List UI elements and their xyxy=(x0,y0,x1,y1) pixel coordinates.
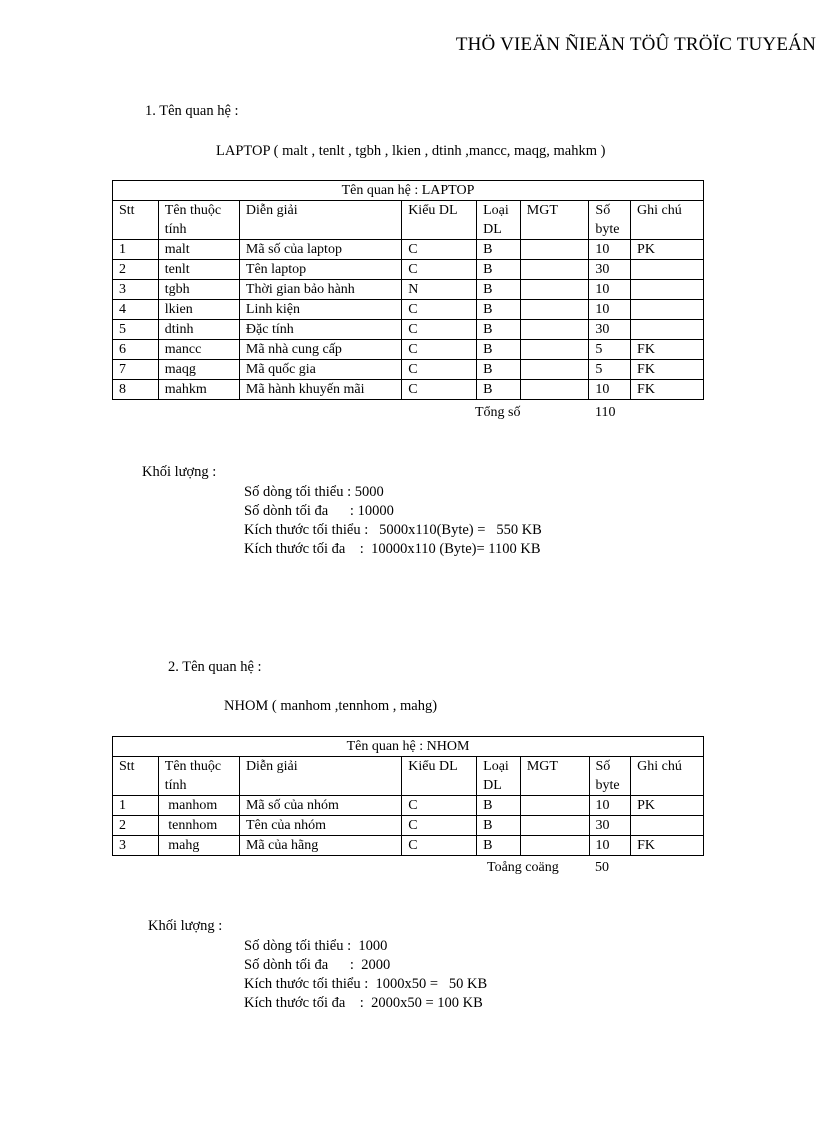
table-title: Tên quan hệ : NHOM xyxy=(113,737,704,757)
section-1-schema: LAPTOP ( malt , tenlt , tgbh , lkien , dtinh ,mancc, maqg, mahkm ) xyxy=(216,143,606,159)
cell-loai: B xyxy=(477,380,521,400)
cell-dien-giai: Mã quốc gia xyxy=(239,360,401,380)
cell-ghi-chu xyxy=(631,300,704,320)
cell-loai: B xyxy=(477,260,521,280)
table-row xyxy=(113,300,704,320)
cell-so-byte: 10 xyxy=(589,280,631,300)
cell-mgt xyxy=(520,360,589,380)
cell-loai: B xyxy=(477,796,521,816)
cell-loai: B xyxy=(477,836,521,856)
header-loai-line1: Loại xyxy=(483,759,509,774)
cell-kieu: C xyxy=(402,360,477,380)
cell-ten: maqg xyxy=(158,360,239,380)
cell-so-byte: 5 xyxy=(589,360,631,380)
cell-ghi-chu xyxy=(631,280,704,300)
table-row xyxy=(113,380,704,400)
table-title-row xyxy=(113,181,704,201)
cell-kieu: C xyxy=(402,796,477,816)
cell-loai: B xyxy=(477,280,521,300)
table-header-row xyxy=(113,201,704,240)
cell-mgt xyxy=(520,380,589,400)
cell-kieu: C xyxy=(402,836,477,856)
cell-ten: mahkm xyxy=(158,380,239,400)
header-ten-line2: tính xyxy=(164,222,187,237)
table-row xyxy=(113,320,704,340)
cell-loai: B xyxy=(477,360,521,380)
cell-ten: tenlt xyxy=(158,260,239,280)
cell-dien-giai: Thời gian bảo hành xyxy=(239,280,401,300)
table-header-row xyxy=(113,757,704,796)
cell-dien-giai: Linh kiện xyxy=(239,300,401,320)
cell-ten: dtinh xyxy=(158,320,239,340)
cell-ghi-chu xyxy=(631,816,704,836)
cell-kieu: N xyxy=(402,280,477,300)
header-stt: Stt xyxy=(113,757,159,796)
header-loai-line2: DL xyxy=(483,222,502,237)
cell-loai: B xyxy=(477,340,521,360)
nhom-attribute-table xyxy=(112,736,704,856)
volume-title: Khối lượng : xyxy=(142,464,217,480)
cell-so-byte: 30 xyxy=(589,816,631,836)
volume-min-rows: Số dòng tối thiểu : 5000 xyxy=(244,484,384,500)
cell-kieu: C xyxy=(402,340,477,360)
cell-loai: B xyxy=(477,240,521,260)
cell-mgt xyxy=(520,340,589,360)
volume-max-size: Kích thước tối đa : 2000x50 = 100 KB xyxy=(244,995,483,1011)
cell-ghi-chu xyxy=(631,260,704,280)
cell-dien-giai: Mã số của laptop xyxy=(239,240,401,260)
cell-loai: B xyxy=(477,300,521,320)
cell-stt: 6 xyxy=(113,340,159,360)
cell-ten: tgbh xyxy=(158,280,239,300)
cell-dien-giai: Mã số của nhóm xyxy=(239,796,401,816)
cell-stt: 7 xyxy=(113,360,159,380)
cell-so-byte: 30 xyxy=(589,260,631,280)
header-kieu-dl: Kiểu DL xyxy=(402,201,477,240)
header-so-line1: Số xyxy=(595,759,611,774)
cell-stt: 8 xyxy=(113,380,159,400)
cell-ghi-chu: FK xyxy=(631,360,704,380)
total-value: 50 xyxy=(595,860,609,875)
cell-kieu: C xyxy=(402,300,477,320)
laptop-attribute-table xyxy=(112,180,704,400)
header-ten-line1: Tên thuộc xyxy=(164,203,222,218)
cell-stt: 2 xyxy=(113,816,159,836)
cell-mgt xyxy=(520,796,589,816)
cell-stt: 2 xyxy=(113,260,159,280)
header-so-line2: byte xyxy=(595,222,620,237)
header-so-line2: byte xyxy=(595,778,620,793)
header-ghi-chu: Ghi chú xyxy=(631,201,704,240)
cell-ten: mancc xyxy=(158,340,239,360)
table-row xyxy=(113,340,704,360)
cell-dien-giai: Đặc tính xyxy=(239,320,401,340)
cell-dien-giai: Mã hành khuyến mãi xyxy=(239,380,401,400)
cell-ghi-chu: PK xyxy=(631,240,704,260)
cell-so-byte: 10 xyxy=(589,300,631,320)
section-1-heading: 1. Tên quan hệ : xyxy=(145,103,239,119)
cell-so-byte: 10 xyxy=(589,380,631,400)
cell-ten: mahg xyxy=(158,836,239,856)
table-row xyxy=(113,796,704,816)
cell-mgt xyxy=(520,260,589,280)
table-row xyxy=(113,360,704,380)
cell-dien-giai: Tên laptop xyxy=(239,260,401,280)
cell-so-byte: 30 xyxy=(589,320,631,340)
volume-min-rows: Số dòng tối thiểu : 1000 xyxy=(244,938,388,954)
cell-mgt xyxy=(520,240,589,260)
volume-max-size: Kích thước tối đa : 10000x110 (Byte)= 1100 KB xyxy=(244,541,541,557)
header-kieu-dl: Kiểu DL xyxy=(402,757,477,796)
section-2-schema: NHOM ( manhom ,tennhom , mahg) xyxy=(224,698,438,714)
volume-min-size: Kích thước tối thiểu : 5000x110(Byte) = 550 KB xyxy=(244,522,542,538)
cell-mgt xyxy=(520,320,589,340)
total-label: Toång coäng xyxy=(487,860,559,875)
cell-stt: 3 xyxy=(113,280,159,300)
cell-so-byte: 10 xyxy=(589,836,631,856)
header-dien-giai: Diễn giải xyxy=(239,757,401,796)
header-ghi-chu: Ghi chú xyxy=(631,757,704,796)
header-ten-thuoc-tinh xyxy=(158,757,239,796)
cell-kieu: C xyxy=(402,240,477,260)
header-loai-dl xyxy=(477,201,521,240)
cell-mgt xyxy=(520,280,589,300)
cell-ghi-chu: FK xyxy=(631,836,704,856)
header-ten-thuoc-tinh xyxy=(158,201,239,240)
cell-ten: tennhom xyxy=(158,816,239,836)
table-row xyxy=(113,836,704,856)
table-row xyxy=(113,260,704,280)
cell-ten: lkien xyxy=(158,300,239,320)
cell-kieu: C xyxy=(402,380,477,400)
table-row xyxy=(113,280,704,300)
table-title: Tên quan hệ : LAPTOP xyxy=(113,181,704,201)
cell-mgt xyxy=(520,300,589,320)
header-loai-dl xyxy=(477,757,521,796)
header-stt: Stt xyxy=(113,201,159,240)
document-header: THÖ VIEÄN ÑIEÄN TÖÛ TRÖÏC TUYEÁN xyxy=(455,34,816,55)
cell-ten: malt xyxy=(158,240,239,260)
volume-max-rows: Số dònh tối đa : 2000 xyxy=(244,957,391,973)
header-so-line1: Số xyxy=(595,203,611,218)
total-value: 110 xyxy=(595,405,616,420)
header-so-byte xyxy=(589,757,631,796)
cell-mgt xyxy=(520,836,589,856)
cell-stt: 4 xyxy=(113,300,159,320)
cell-dien-giai: Tên của nhóm xyxy=(239,816,401,836)
header-mgt: MGT xyxy=(520,757,589,796)
cell-stt: 5 xyxy=(113,320,159,340)
volume-min-size: Kích thước tối thiểu : 1000x50 = 50 KB xyxy=(244,976,488,992)
cell-so-byte: 5 xyxy=(589,340,631,360)
header-mgt: MGT xyxy=(520,201,589,240)
cell-dien-giai: Mã của hãng xyxy=(239,836,401,856)
table-title-row xyxy=(113,737,704,757)
cell-so-byte: 10 xyxy=(589,796,631,816)
cell-mgt xyxy=(520,816,589,836)
header-loai-line2: DL xyxy=(483,778,502,793)
header-dien-giai: Diễn giải xyxy=(239,201,401,240)
cell-stt: 1 xyxy=(113,240,159,260)
table-row xyxy=(113,816,704,836)
total-label: Tổng số xyxy=(475,405,521,420)
volume-title: Khối lượng : xyxy=(148,918,223,934)
section-2-heading: 2. Tên quan hệ : xyxy=(168,659,262,675)
cell-ghi-chu xyxy=(631,320,704,340)
cell-dien-giai: Mã nhà cung cấp xyxy=(239,340,401,360)
header-so-byte xyxy=(589,201,631,240)
cell-ghi-chu: PK xyxy=(631,796,704,816)
volume-max-rows: Số dònh tối đa : 10000 xyxy=(244,503,394,519)
header-loai-line1: Loại xyxy=(483,203,509,218)
cell-stt: 3 xyxy=(113,836,159,856)
cell-ten: manhom xyxy=(158,796,239,816)
cell-kieu: C xyxy=(402,260,477,280)
cell-ghi-chu: FK xyxy=(631,340,704,360)
header-ten-line2: tính xyxy=(164,778,187,793)
cell-so-byte: 10 xyxy=(589,240,631,260)
cell-kieu: C xyxy=(402,816,477,836)
cell-kieu: C xyxy=(402,320,477,340)
table-row xyxy=(113,240,704,260)
cell-stt: 1 xyxy=(113,796,159,816)
cell-ghi-chu: FK xyxy=(631,380,704,400)
cell-loai: B xyxy=(477,320,521,340)
header-ten-line1: Tên thuộc xyxy=(164,759,222,774)
cell-loai: B xyxy=(477,816,521,836)
